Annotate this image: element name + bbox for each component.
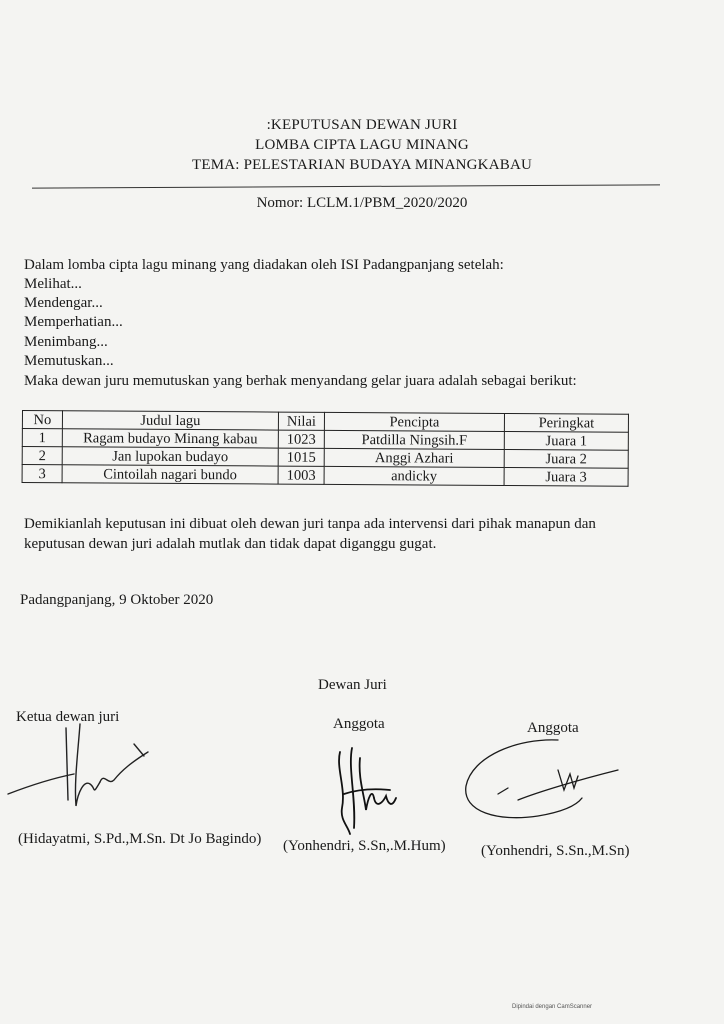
cell-title: Ragam budayo Minang kabau — [62, 429, 278, 448]
closing-line-2: keputusan dewan juri adalah mutlak dan tidak dapat diganggu gugat. — [24, 536, 437, 552]
col-header-score: Nilai — [278, 412, 324, 430]
cell-score: 1023 — [278, 430, 324, 448]
intro-step: Memperhatian... — [24, 314, 123, 330]
table-row — [22, 465, 628, 487]
intro-step: Melihat... — [24, 276, 82, 292]
intro-step: Mendengar... — [24, 295, 103, 311]
intro-step: Memutuskan... — [24, 353, 114, 369]
cell-no: 3 — [22, 465, 62, 483]
member1-signature-icon — [330, 738, 420, 838]
place-date: Padangpanjang, 9 Oktober 2020 — [20, 592, 214, 608]
cell-composer: Patdilla Ningsih.F — [324, 430, 504, 449]
document-number: Nomor: LCLM.1/PBM_2020/2020 — [256, 195, 468, 211]
header-divider — [32, 184, 660, 188]
member2-signature-icon — [458, 736, 628, 836]
jury-title: Dewan Juri — [318, 677, 387, 693]
col-header-rank: Peringkat — [504, 413, 628, 432]
chair-signature-icon — [4, 722, 164, 822]
col-header-composer: Pencipta — [324, 412, 504, 431]
intro-step: Menimbang... — [24, 334, 108, 350]
cell-composer: andicky — [324, 466, 504, 485]
cell-title: Cintoilah nagari bundo — [62, 465, 278, 484]
member2-name: (Yonhendri, S.Sn.,M.Sn) — [481, 843, 630, 859]
cell-title: Jan lupokan budayo — [62, 447, 278, 466]
intro-opening: Dalam lomba cipta lagu minang yang diadakan oleh ISI Padangpanjang setelah: — [24, 257, 504, 273]
chair-role: Ketua dewan juri — [16, 709, 120, 725]
col-header-title: Judul lagu — [62, 411, 278, 430]
cell-rank: Juara 2 — [504, 449, 628, 468]
cell-no: 1 — [22, 429, 62, 447]
results-table — [22, 410, 629, 487]
intro-conclusion: Maka dewan juru memutuskan yang berhak menyandang gelar juara adalah sebagai berikut: — [24, 373, 577, 389]
col-header-no: No — [22, 411, 62, 429]
title-line-2: LOMBA CIPTA LAGU MINANG — [255, 137, 469, 153]
closing-line-1: Demikianlah keputusan ini dibuat oleh dewan juri tanpa ada intervensi dari pihak manapun dan — [24, 516, 596, 532]
cell-score: 1003 — [278, 466, 324, 484]
title-line-1: :KEPUTUSAN DEWAN JURI — [266, 117, 458, 133]
member1-role: Anggota — [333, 716, 385, 732]
member1-name: (Yonhendri, S.Sn,.M.Hum) — [283, 838, 446, 854]
cell-rank: Juara 3 — [504, 467, 628, 486]
cell-composer: Anggi Azhari — [324, 448, 504, 467]
cell-score: 1015 — [278, 448, 324, 466]
chair-name: (Hidayatmi, S.Pd.,M.Sn. Dt Jo Bagindo) — [18, 831, 262, 847]
scanner-watermark: Dipindai dengan CamScanner — [512, 1004, 593, 1010]
cell-rank: Juara 1 — [504, 431, 628, 450]
member2-role: Anggota — [527, 720, 579, 736]
cell-no: 2 — [22, 447, 62, 465]
title-line-3: TEMA: PELESTARIAN BUDAYA MINANGKABAU — [191, 157, 533, 173]
